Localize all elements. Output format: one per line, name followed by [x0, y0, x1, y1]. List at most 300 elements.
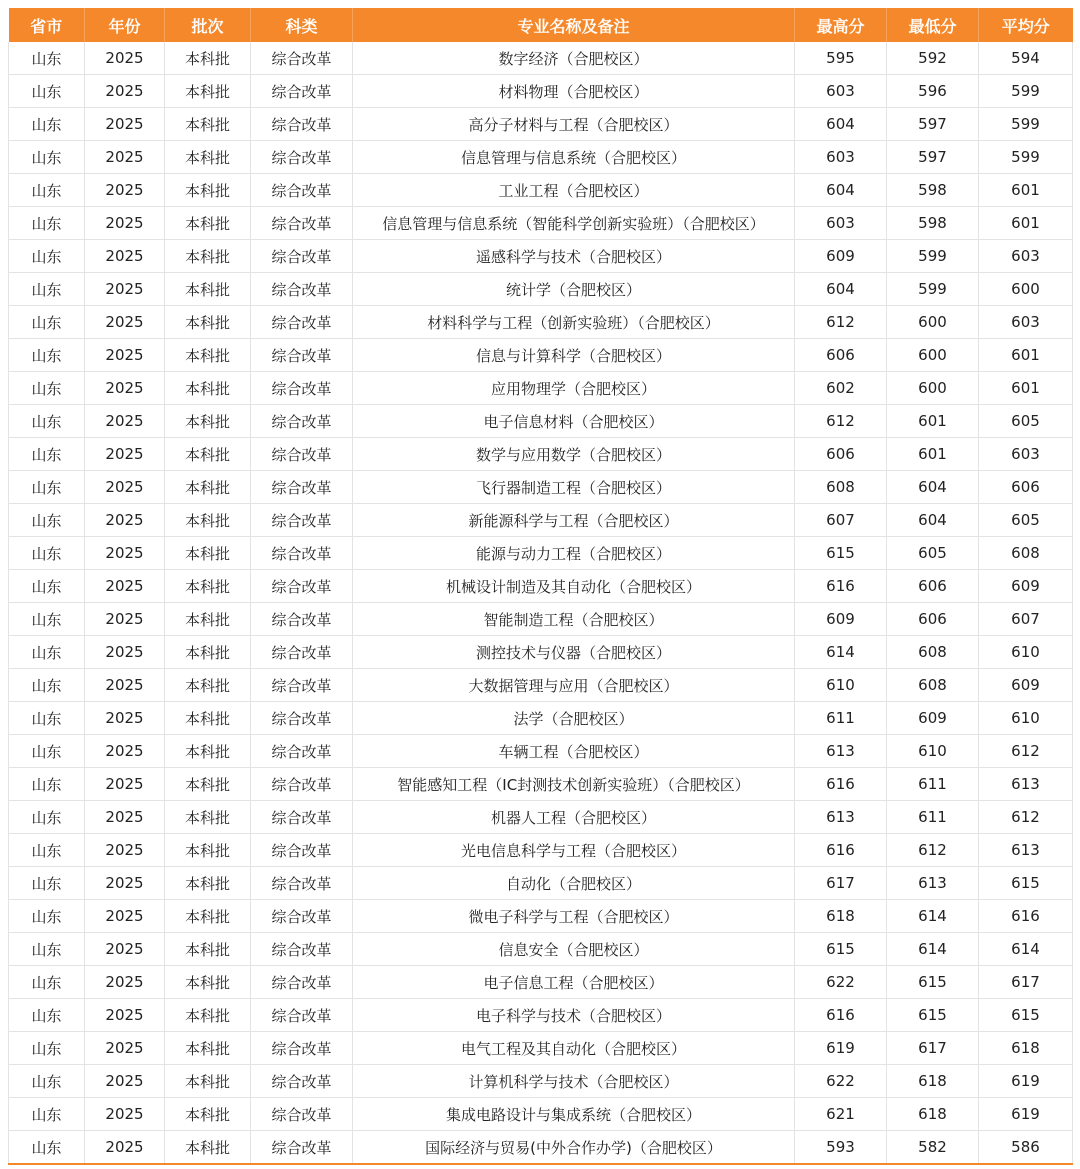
cell-max-score: 604	[795, 273, 887, 306]
cell-subject-type: 综合改革	[251, 933, 353, 966]
cell-year: 2025	[85, 438, 165, 471]
cell-major-name: 电气工程及其自动化（合肥校区）	[353, 1032, 795, 1065]
cell-province: 山东	[9, 1032, 85, 1065]
cell-avg-score: 612	[979, 801, 1073, 834]
cell-province: 山东	[9, 141, 85, 174]
cell-major-name: 材料科学与工程（创新实验班）（合肥校区）	[353, 306, 795, 339]
cell-province: 山东	[9, 669, 85, 702]
cell-min-score: 614	[887, 933, 979, 966]
cell-avg-score: 610	[979, 636, 1073, 669]
cell-province: 山东	[9, 108, 85, 141]
cell-min-score: 604	[887, 504, 979, 537]
cell-max-score: 616	[795, 834, 887, 867]
cell-avg-score: 612	[979, 735, 1073, 768]
cell-max-score: 595	[795, 42, 887, 75]
cell-year: 2025	[85, 1032, 165, 1065]
table-row	[9, 867, 1073, 900]
cell-min-score: 598	[887, 207, 979, 240]
table-row	[9, 42, 1073, 75]
cell-avg-score: 601	[979, 339, 1073, 372]
cell-province: 山东	[9, 339, 85, 372]
cell-province: 山东	[9, 372, 85, 405]
cell-batch: 本科批	[165, 471, 251, 504]
cell-province: 山东	[9, 174, 85, 207]
cell-min-score: 600	[887, 372, 979, 405]
cell-province: 山东	[9, 867, 85, 900]
header-row	[9, 8, 1073, 42]
cell-major-name: 数字经济（合肥校区）	[353, 42, 795, 75]
header-subject-type: 科类	[251, 8, 353, 42]
table-row	[9, 603, 1073, 636]
cell-avg-score: 608	[979, 537, 1073, 570]
cell-major-name: 飞行器制造工程（合肥校区）	[353, 471, 795, 504]
cell-province: 山东	[9, 834, 85, 867]
cell-subject-type: 综合改革	[251, 1065, 353, 1098]
cell-major-name: 微电子科学与工程（合肥校区）	[353, 900, 795, 933]
cell-batch: 本科批	[165, 570, 251, 603]
cell-avg-score: 594	[979, 42, 1073, 75]
cell-batch: 本科批	[165, 768, 251, 801]
cell-batch: 本科批	[165, 42, 251, 75]
cell-avg-score: 599	[979, 75, 1073, 108]
cell-subject-type: 综合改革	[251, 240, 353, 273]
cell-subject-type: 综合改革	[251, 999, 353, 1032]
cell-batch: 本科批	[165, 636, 251, 669]
cell-major-name: 能源与动力工程（合肥校区）	[353, 537, 795, 570]
cell-subject-type: 综合改革	[251, 1098, 353, 1131]
cell-batch: 本科批	[165, 306, 251, 339]
cell-subject-type: 综合改革	[251, 207, 353, 240]
cell-min-score: 604	[887, 471, 979, 504]
cell-max-score: 616	[795, 999, 887, 1032]
cell-batch: 本科批	[165, 405, 251, 438]
cell-major-name: 遥感科学与技术（合肥校区）	[353, 240, 795, 273]
cell-subject-type: 综合改革	[251, 42, 353, 75]
cell-subject-type: 综合改革	[251, 141, 353, 174]
cell-major-name: 测控技术与仪器（合肥校区）	[353, 636, 795, 669]
cell-min-score: 597	[887, 108, 979, 141]
cell-avg-score: 609	[979, 570, 1073, 603]
cell-batch: 本科批	[165, 75, 251, 108]
cell-min-score: 599	[887, 240, 979, 273]
cell-max-score: 613	[795, 735, 887, 768]
table-row	[9, 438, 1073, 471]
table-row	[9, 966, 1073, 999]
table-row	[9, 999, 1073, 1032]
table-row	[9, 537, 1073, 570]
cell-batch: 本科批	[165, 174, 251, 207]
table-row	[9, 306, 1073, 339]
cell-major-name: 计算机科学与技术（合肥校区）	[353, 1065, 795, 1098]
cell-avg-score: 599	[979, 141, 1073, 174]
cell-province: 山东	[9, 933, 85, 966]
cell-province: 山东	[9, 768, 85, 801]
cell-max-score: 607	[795, 504, 887, 537]
cell-min-score: 611	[887, 801, 979, 834]
cell-year: 2025	[85, 636, 165, 669]
cell-province: 山东	[9, 603, 85, 636]
cell-major-name: 智能感知工程（IC封测技术创新实验班）（合肥校区）	[353, 768, 795, 801]
header-min-score: 最低分	[887, 8, 979, 42]
table-row	[9, 1131, 1073, 1165]
cell-subject-type: 综合改革	[251, 339, 353, 372]
header-major-name: 专业名称及备注	[353, 8, 795, 42]
table-row	[9, 273, 1073, 306]
cell-major-name: 新能源科学与工程（合肥校区）	[353, 504, 795, 537]
cell-province: 山东	[9, 306, 85, 339]
cell-batch: 本科批	[165, 108, 251, 141]
cell-max-score: 612	[795, 405, 887, 438]
cell-min-score: 613	[887, 867, 979, 900]
cell-year: 2025	[85, 1131, 165, 1165]
cell-major-name: 国际经济与贸易(中外合作办学)（合肥校区）	[353, 1131, 795, 1165]
cell-major-name: 信息管理与信息系统（智能科学创新实验班）（合肥校区）	[353, 207, 795, 240]
cell-batch: 本科批	[165, 1098, 251, 1131]
cell-province: 山东	[9, 1065, 85, 1098]
cell-max-score: 603	[795, 207, 887, 240]
header-avg-score: 平均分	[979, 8, 1073, 42]
cell-subject-type: 综合改革	[251, 801, 353, 834]
cell-province: 山东	[9, 735, 85, 768]
cell-year: 2025	[85, 306, 165, 339]
cell-year: 2025	[85, 273, 165, 306]
cell-max-score: 617	[795, 867, 887, 900]
cell-subject-type: 综合改革	[251, 372, 353, 405]
table-row	[9, 75, 1073, 108]
cell-batch: 本科批	[165, 603, 251, 636]
cell-year: 2025	[85, 42, 165, 75]
cell-min-score: 617	[887, 1032, 979, 1065]
cell-avg-score: 609	[979, 669, 1073, 702]
cell-batch: 本科批	[165, 273, 251, 306]
cell-subject-type: 综合改革	[251, 900, 353, 933]
cell-min-score: 600	[887, 306, 979, 339]
cell-subject-type: 综合改革	[251, 768, 353, 801]
cell-subject-type: 综合改革	[251, 75, 353, 108]
cell-min-score: 582	[887, 1131, 979, 1165]
cell-subject-type: 综合改革	[251, 867, 353, 900]
cell-avg-score: 603	[979, 438, 1073, 471]
cell-min-score: 606	[887, 570, 979, 603]
table-row	[9, 669, 1073, 702]
cell-min-score: 601	[887, 405, 979, 438]
cell-subject-type: 综合改革	[251, 702, 353, 735]
cell-subject-type: 综合改革	[251, 108, 353, 141]
cell-subject-type: 综合改革	[251, 834, 353, 867]
cell-year: 2025	[85, 372, 165, 405]
cell-min-score: 605	[887, 537, 979, 570]
cell-max-score: 618	[795, 900, 887, 933]
cell-batch: 本科批	[165, 801, 251, 834]
cell-subject-type: 综合改革	[251, 273, 353, 306]
cell-batch: 本科批	[165, 933, 251, 966]
cell-batch: 本科批	[165, 900, 251, 933]
cell-year: 2025	[85, 702, 165, 735]
cell-avg-score: 601	[979, 372, 1073, 405]
cell-subject-type: 综合改革	[251, 537, 353, 570]
cell-subject-type: 综合改革	[251, 504, 353, 537]
cell-major-name: 高分子材料与工程（合肥校区）	[353, 108, 795, 141]
cell-batch: 本科批	[165, 504, 251, 537]
cell-max-score: 602	[795, 372, 887, 405]
cell-major-name: 机器人工程（合肥校区）	[353, 801, 795, 834]
table-row	[9, 834, 1073, 867]
cell-year: 2025	[85, 933, 165, 966]
cell-avg-score: 610	[979, 702, 1073, 735]
cell-max-score: 609	[795, 240, 887, 273]
cell-max-score: 610	[795, 669, 887, 702]
cell-max-score: 615	[795, 537, 887, 570]
admission-score-table-container	[8, 8, 1072, 1165]
cell-major-name: 智能制造工程（合肥校区）	[353, 603, 795, 636]
cell-avg-score: 616	[979, 900, 1073, 933]
cell-batch: 本科批	[165, 240, 251, 273]
cell-min-score: 597	[887, 141, 979, 174]
cell-subject-type: 综合改革	[251, 570, 353, 603]
cell-min-score: 618	[887, 1065, 979, 1098]
cell-year: 2025	[85, 504, 165, 537]
cell-min-score: 598	[887, 174, 979, 207]
cell-major-name: 信息与计算科学（合肥校区）	[353, 339, 795, 372]
cell-min-score: 608	[887, 636, 979, 669]
cell-major-name: 工业工程（合肥校区）	[353, 174, 795, 207]
cell-avg-score: 613	[979, 768, 1073, 801]
cell-year: 2025	[85, 801, 165, 834]
cell-batch: 本科批	[165, 372, 251, 405]
table-row	[9, 471, 1073, 504]
table-row	[9, 1065, 1073, 1098]
cell-year: 2025	[85, 174, 165, 207]
cell-year: 2025	[85, 207, 165, 240]
cell-province: 山东	[9, 801, 85, 834]
cell-max-score: 613	[795, 801, 887, 834]
cell-year: 2025	[85, 1098, 165, 1131]
cell-province: 山东	[9, 75, 85, 108]
cell-major-name: 光电信息科学与工程（合肥校区）	[353, 834, 795, 867]
cell-province: 山东	[9, 438, 85, 471]
cell-major-name: 机械设计制造及其自动化（合肥校区）	[353, 570, 795, 603]
cell-batch: 本科批	[165, 207, 251, 240]
cell-batch: 本科批	[165, 669, 251, 702]
cell-max-score: 603	[795, 141, 887, 174]
cell-province: 山东	[9, 504, 85, 537]
table-row	[9, 207, 1073, 240]
cell-major-name: 电子信息工程（合肥校区）	[353, 966, 795, 999]
table-row	[9, 141, 1073, 174]
cell-avg-score: 603	[979, 240, 1073, 273]
table-row	[9, 1032, 1073, 1065]
header-province: 省市	[9, 8, 85, 42]
table-row	[9, 636, 1073, 669]
table-row	[9, 339, 1073, 372]
cell-max-score: 616	[795, 768, 887, 801]
cell-avg-score: 603	[979, 306, 1073, 339]
cell-province: 山东	[9, 1131, 85, 1165]
cell-subject-type: 综合改革	[251, 735, 353, 768]
cell-province: 山东	[9, 702, 85, 735]
cell-major-name: 统计学（合肥校区）	[353, 273, 795, 306]
cell-province: 山东	[9, 471, 85, 504]
table-row	[9, 1098, 1073, 1131]
cell-major-name: 数学与应用数学（合肥校区）	[353, 438, 795, 471]
cell-min-score: 615	[887, 999, 979, 1032]
cell-province: 山东	[9, 537, 85, 570]
cell-max-score: 609	[795, 603, 887, 636]
table-row	[9, 900, 1073, 933]
cell-avg-score: 601	[979, 174, 1073, 207]
table-row	[9, 801, 1073, 834]
cell-province: 山东	[9, 42, 85, 75]
table-row	[9, 768, 1073, 801]
cell-avg-score: 614	[979, 933, 1073, 966]
cell-subject-type: 综合改革	[251, 1032, 353, 1065]
cell-max-score: 621	[795, 1098, 887, 1131]
cell-year: 2025	[85, 141, 165, 174]
cell-avg-score: 586	[979, 1131, 1073, 1165]
admission-score-table	[8, 8, 1073, 1165]
cell-major-name: 自动化（合肥校区）	[353, 867, 795, 900]
cell-max-score: 615	[795, 933, 887, 966]
cell-min-score: 608	[887, 669, 979, 702]
cell-major-name: 信息管理与信息系统（合肥校区）	[353, 141, 795, 174]
cell-major-name: 大数据管理与应用（合肥校区）	[353, 669, 795, 702]
cell-min-score: 612	[887, 834, 979, 867]
cell-max-score: 604	[795, 174, 887, 207]
cell-avg-score: 606	[979, 471, 1073, 504]
table-row	[9, 570, 1073, 603]
cell-major-name: 电子科学与技术（合肥校区）	[353, 999, 795, 1032]
cell-batch: 本科批	[165, 339, 251, 372]
cell-avg-score: 607	[979, 603, 1073, 636]
cell-avg-score: 619	[979, 1065, 1073, 1098]
cell-subject-type: 综合改革	[251, 405, 353, 438]
cell-subject-type: 综合改革	[251, 636, 353, 669]
cell-max-score: 593	[795, 1131, 887, 1165]
cell-year: 2025	[85, 570, 165, 603]
cell-subject-type: 综合改革	[251, 438, 353, 471]
cell-major-name: 应用物理学（合肥校区）	[353, 372, 795, 405]
cell-min-score: 615	[887, 966, 979, 999]
cell-year: 2025	[85, 537, 165, 570]
cell-subject-type: 综合改革	[251, 966, 353, 999]
cell-major-name: 材料物理（合肥校区）	[353, 75, 795, 108]
cell-province: 山东	[9, 636, 85, 669]
cell-avg-score: 613	[979, 834, 1073, 867]
table-row	[9, 174, 1073, 207]
cell-min-score: 609	[887, 702, 979, 735]
cell-batch: 本科批	[165, 537, 251, 570]
cell-avg-score: 600	[979, 273, 1073, 306]
cell-subject-type: 综合改革	[251, 1131, 353, 1165]
cell-batch: 本科批	[165, 867, 251, 900]
cell-max-score: 604	[795, 108, 887, 141]
cell-max-score: 606	[795, 438, 887, 471]
cell-year: 2025	[85, 735, 165, 768]
cell-province: 山东	[9, 1098, 85, 1131]
table-row	[9, 405, 1073, 438]
table-row	[9, 933, 1073, 966]
cell-batch: 本科批	[165, 702, 251, 735]
header-year: 年份	[85, 8, 165, 42]
cell-province: 山东	[9, 900, 85, 933]
cell-subject-type: 综合改革	[251, 306, 353, 339]
cell-avg-score: 615	[979, 999, 1073, 1032]
cell-avg-score: 605	[979, 504, 1073, 537]
cell-major-name: 集成电路设计与集成系统（合肥校区）	[353, 1098, 795, 1131]
table-row	[9, 240, 1073, 273]
cell-year: 2025	[85, 867, 165, 900]
cell-year: 2025	[85, 900, 165, 933]
cell-batch: 本科批	[165, 1131, 251, 1165]
cell-province: 山东	[9, 240, 85, 273]
table-row	[9, 504, 1073, 537]
header-batch: 批次	[165, 8, 251, 42]
cell-min-score: 614	[887, 900, 979, 933]
cell-major-name: 法学（合肥校区）	[353, 702, 795, 735]
header-max-score: 最高分	[795, 8, 887, 42]
cell-year: 2025	[85, 339, 165, 372]
cell-avg-score: 605	[979, 405, 1073, 438]
cell-year: 2025	[85, 240, 165, 273]
cell-avg-score: 601	[979, 207, 1073, 240]
cell-major-name: 车辆工程（合肥校区）	[353, 735, 795, 768]
cell-province: 山东	[9, 273, 85, 306]
cell-year: 2025	[85, 999, 165, 1032]
cell-year: 2025	[85, 669, 165, 702]
cell-min-score: 606	[887, 603, 979, 636]
cell-avg-score: 618	[979, 1032, 1073, 1065]
cell-province: 山东	[9, 405, 85, 438]
cell-batch: 本科批	[165, 834, 251, 867]
cell-min-score: 592	[887, 42, 979, 75]
cell-max-score: 611	[795, 702, 887, 735]
cell-min-score: 610	[887, 735, 979, 768]
cell-min-score: 601	[887, 438, 979, 471]
cell-avg-score: 615	[979, 867, 1073, 900]
table-row	[9, 702, 1073, 735]
cell-max-score: 603	[795, 75, 887, 108]
cell-avg-score: 617	[979, 966, 1073, 999]
cell-avg-score: 599	[979, 108, 1073, 141]
cell-year: 2025	[85, 603, 165, 636]
cell-province: 山东	[9, 570, 85, 603]
cell-batch: 本科批	[165, 438, 251, 471]
cell-year: 2025	[85, 108, 165, 141]
cell-year: 2025	[85, 834, 165, 867]
cell-batch: 本科批	[165, 1065, 251, 1098]
cell-subject-type: 综合改革	[251, 174, 353, 207]
table-row	[9, 735, 1073, 768]
cell-subject-type: 综合改革	[251, 669, 353, 702]
cell-max-score: 619	[795, 1032, 887, 1065]
cell-major-name: 电子信息材料（合肥校区）	[353, 405, 795, 438]
cell-max-score: 614	[795, 636, 887, 669]
table-body	[9, 42, 1073, 1164]
cell-max-score: 622	[795, 966, 887, 999]
table-row	[9, 372, 1073, 405]
cell-min-score: 599	[887, 273, 979, 306]
cell-major-name: 信息安全（合肥校区）	[353, 933, 795, 966]
table-row	[9, 108, 1073, 141]
cell-year: 2025	[85, 75, 165, 108]
cell-year: 2025	[85, 1065, 165, 1098]
cell-batch: 本科批	[165, 735, 251, 768]
cell-subject-type: 综合改革	[251, 471, 353, 504]
cell-province: 山东	[9, 966, 85, 999]
cell-batch: 本科批	[165, 999, 251, 1032]
cell-min-score: 596	[887, 75, 979, 108]
cell-subject-type: 综合改革	[251, 603, 353, 636]
